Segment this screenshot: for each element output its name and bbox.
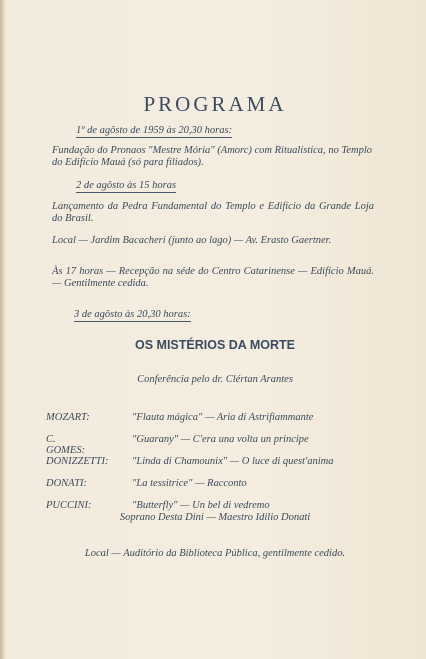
- day1-description: Fundação do Pronaos "Mestre Mória" (Amorc) com Ritualística, no Templo do Edifício Mauá (só para filiados).: [52, 145, 372, 168]
- lecture-speaker: Conferência pelo dr. Clértan Arantes: [137, 374, 293, 385]
- piece-title: "La tessitrice" — Racconto: [132, 478, 247, 489]
- day1-date-text: 1º de agôsto de 1959 às 20,30 horas:: [76, 125, 233, 136]
- day1-date: [76, 125, 232, 137]
- composer-name: PUCCINI:: [46, 500, 92, 511]
- composer-name: C. GOMES:: [46, 434, 86, 456]
- day2-date-text: 2 de agôsto às 15 horas: [76, 180, 177, 191]
- piece-title: "Flauta mágica" — Aria di Astrifiammante: [132, 412, 314, 423]
- day2-foundation-stone: Lançamento da Pedra Fundamental do Templo e Edifício da Grande Loja do Brasil.: [52, 201, 374, 224]
- piece-title: "Guarany" — C'era una volta un principe: [132, 434, 309, 445]
- venue: Local — Auditório da Biblioteca Pública, gentilmente cedido.: [84, 548, 346, 559]
- performers: Soprano Desta Dini — Maestro Idilio Donati: [119, 512, 311, 523]
- composer-name: DONATI:: [46, 478, 88, 489]
- composer-name: MOZART:: [46, 412, 90, 423]
- day2-date: [76, 180, 176, 192]
- piece-title: "Linda di Chamounix" — O luce di quest'anima: [132, 456, 334, 467]
- day2-location: Local — Jardim Bacacheri (junto ao lago) — Av. Erasto Gaertner.: [52, 235, 332, 246]
- page-title: PROGRAMA: [143, 92, 287, 116]
- day3-date: [74, 309, 191, 321]
- day2-reception: Às 17 horas — Recepção na séde do Centro Catarinense — Edifício Mauá. — Gentilmente cedida.: [52, 266, 374, 289]
- piece-title: "Butterfly" — Un bel di vedremo: [132, 500, 270, 511]
- lecture-heading: OS MISTÉRIOS DA MORTE: [135, 338, 295, 352]
- composer-name: DONIZZETTI:: [46, 456, 109, 467]
- day3-date-text: 3 de agôsto às 20,30 horas:: [74, 309, 191, 320]
